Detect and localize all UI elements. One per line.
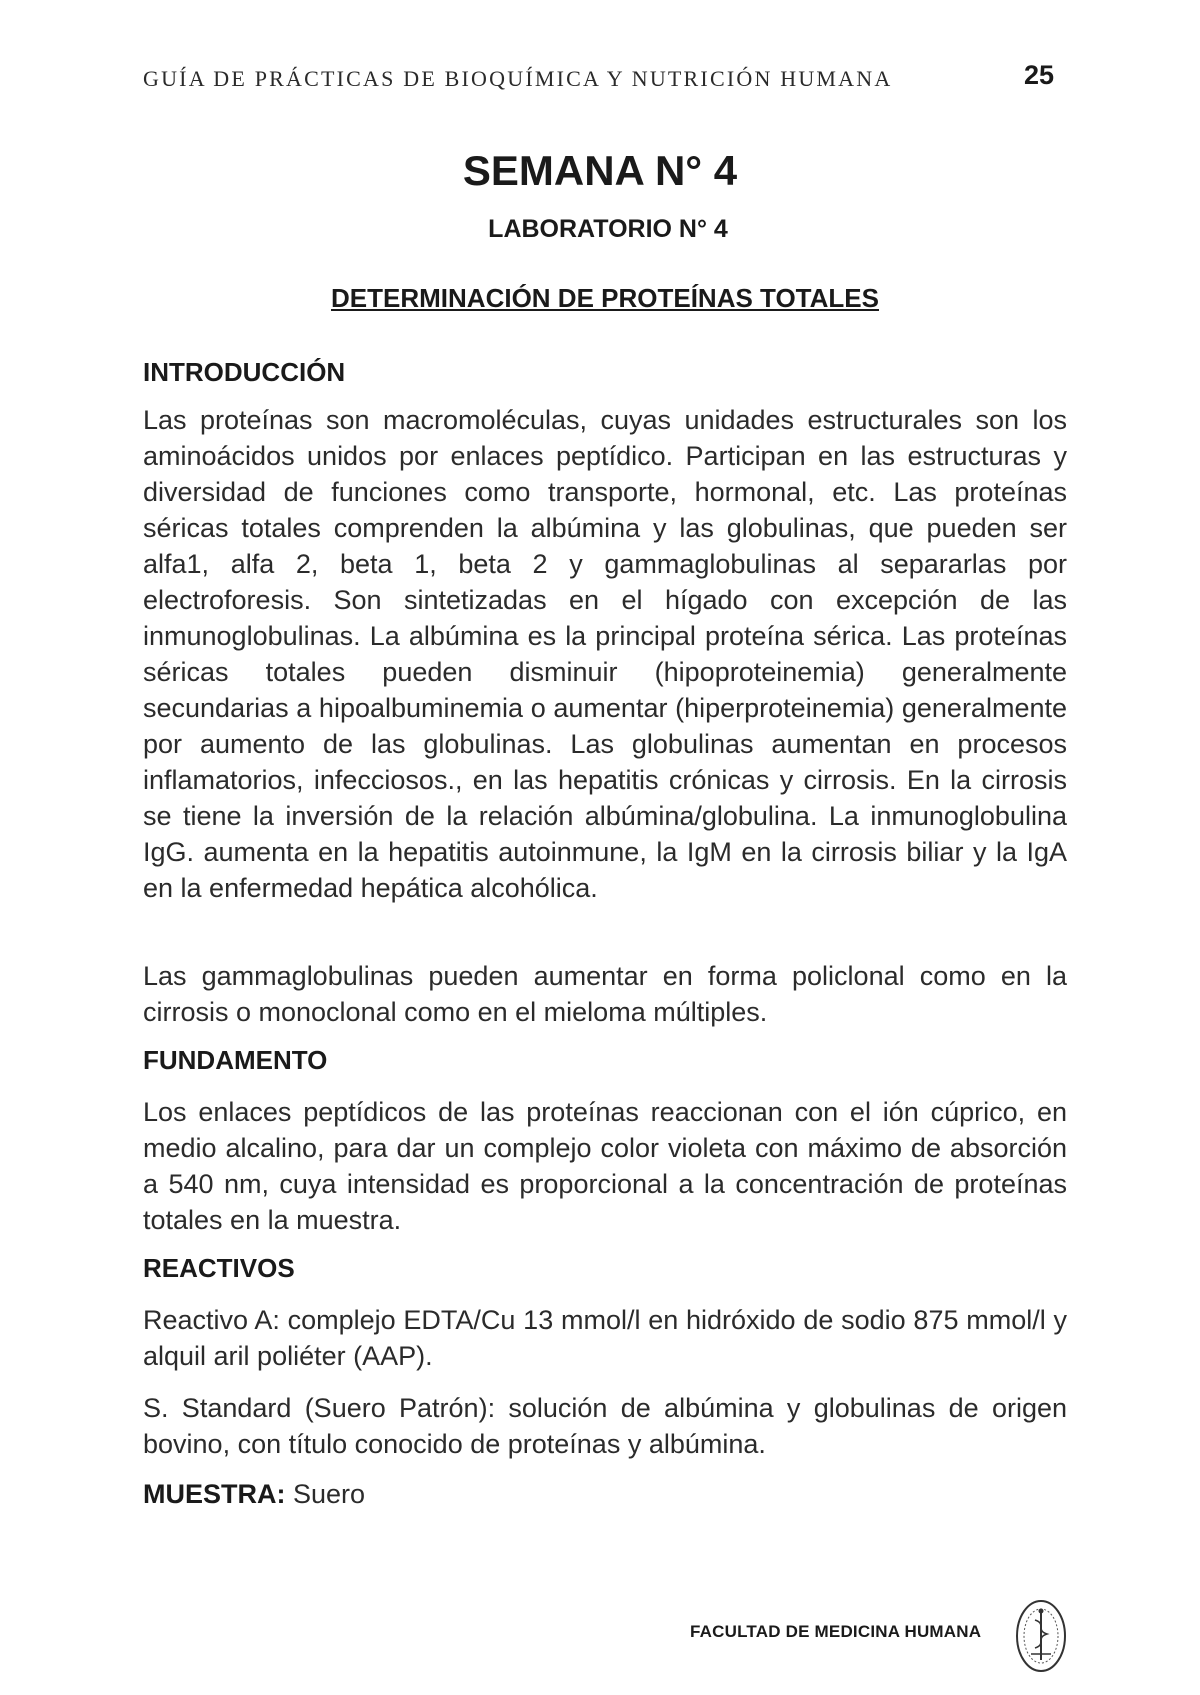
running-header-title: GUÍA DE PRÁCTICAS DE BIOQUÍMICA Y NUTRICIÓN HUMANA [143, 66, 893, 91]
standard-paragraph: S. Standard (Suero Patrón): solución de albúmina y globulinas de origen bovino, con título conocido de proteínas y albúmina. [143, 1393, 1067, 1459]
university-seal-icon [1014, 1598, 1068, 1674]
footer-faculty-name: FACULTAD DE MEDICINA HUMANA [690, 1622, 982, 1641]
introduccion-paragraph-2: Las gammaglobulinas pueden aumentar en forma policlonal como en la cirrosis o monoclonal como en el mieloma múltiples. [143, 961, 1067, 1027]
muestra-line [143, 1479, 365, 1510]
reactivo-a-paragraph: Reactivo A: complejo EDTA/Cu 13 mmol/l en hidróxido de sodio 875 mmol/l y alquil aril poliéter (AAP). [143, 1305, 1067, 1371]
introduccion-paragraph-1: Las proteínas son macromoléculas, cuyas unidades estructurales son los aminoácidos unidos por enlaces peptídico. Participan en las estructuras y diversidad de funciones como transporte, hormonal, etc. Las proteínas séricas totales comprenden la albúmina y las globulinas, que pueden ser alfa1, alfa 2, beta 1, beta 2 y gammaglobulinas al separarlas por electroforesis. Son sintetizadas en el hígado con excepción de las inmunoglobulinas. La albúmina es la principal proteína sérica. Las proteínas séricas totales pueden disminuir (hipoproteinemia) generalmente secundarias a hipoalbuminemia o aumentar (hiperproteinemia) generalmente por aumento de las globulinas. Las globulinas aumentan en procesos inflamatorios, infecciosos., en las hepatitis crónicas y cirrosis. En la cirrosis se tiene la inversión de la relación albúmina/globulina. La inmunoglobulina IgG. aumenta en la hepatitis autoinmune, la IgM en la cirrosis biliar y la IgA en la enfermedad hepática alcohólica. [143, 405, 1067, 903]
muestra-label: MUESTRA: [143, 1479, 286, 1509]
lab-title: LABORATORIO N° 4 [488, 215, 728, 243]
fundamento-paragraph: Los enlaces peptídicos de las proteínas reaccionan con el ión cúprico, en medio alcalino, para dar un complejo color violeta con máximo de absorción a 540 nm, cuya intensidad es proporcional a la concentración de proteínas totales en la muestra. [143, 1097, 1067, 1235]
introduccion-heading: INTRODUCCIÓN [143, 357, 346, 387]
page-number: 25 [1024, 60, 1055, 90]
fundamento-heading: FUNDAMENTO [143, 1045, 328, 1075]
week-title: SEMANA N° 4 [462, 147, 738, 194]
reactivos-heading: REACTIVOS [143, 1253, 295, 1283]
topic-title: DETERMINACIÓN DE PROTEÍNAS TOTALES [331, 283, 879, 313]
muestra-value: Suero [293, 1479, 366, 1509]
